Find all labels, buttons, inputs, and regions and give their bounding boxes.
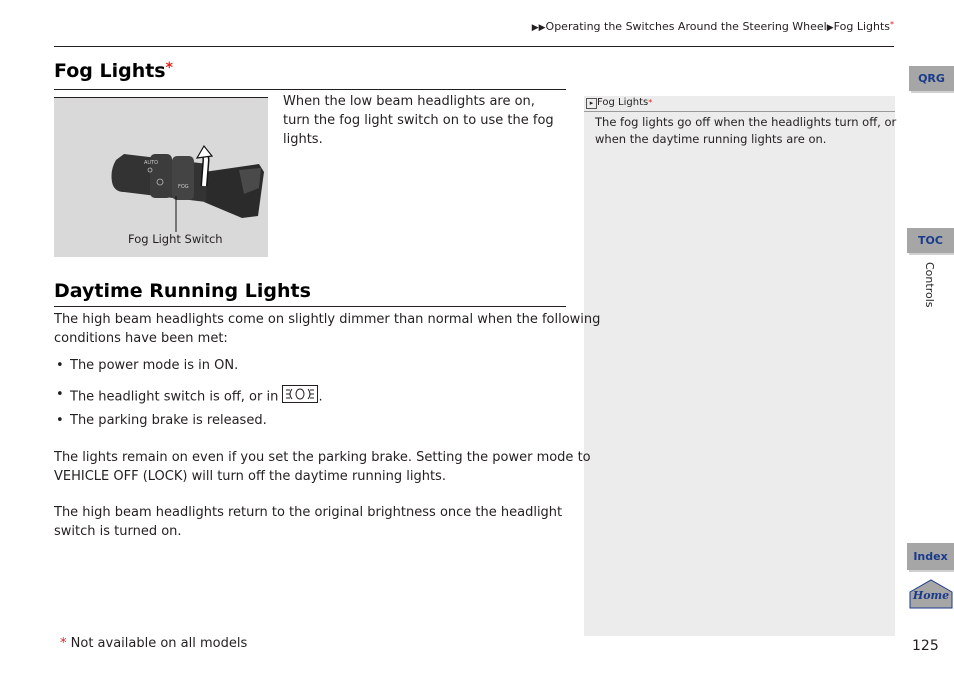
note-line-2: when the daytime running lights are on.: [595, 132, 827, 146]
section-label: Controls: [923, 262, 936, 308]
top-divider: [54, 46, 894, 47]
drl-heading-rule: [54, 306, 566, 307]
drl-intro-line-1: The high beam headlights come on slightly dimmer than normal when the following: [54, 312, 601, 327]
fog-lights-body: When the low beam headlights are on, turn the fog light switch on to use the fog lights.: [283, 94, 554, 147]
footnote: * Not available on all models: [60, 636, 248, 651]
breadcrumb-part2[interactable]: Fog Lights: [833, 20, 890, 33]
page-number: 125: [912, 638, 939, 654]
double-arrow-icon: ▶▶: [531, 23, 546, 33]
svg-text:AUTO: AUTO: [144, 160, 159, 166]
note-title: Fog Lights: [597, 97, 649, 108]
notes-sidebar: [584, 96, 895, 636]
figure-caption: Fog Light Switch: [128, 232, 223, 246]
fog-lights-heading: Fog Lights*: [54, 60, 173, 82]
bullet-item: The headlight switch is off, or in .: [70, 385, 323, 409]
note-line-1: The fog lights go off when the headlights turn off, or: [595, 115, 897, 129]
qrg-tab[interactable]: QRG: [909, 66, 954, 91]
home-button[interactable]: [907, 579, 954, 609]
bullet-symbol: •: [56, 387, 64, 402]
breadcrumb-part1[interactable]: Operating the Switches Around the Steering Wheel: [545, 20, 827, 33]
breadcrumb: [532, 20, 894, 33]
drl-heading: Daytime Running Lights: [54, 280, 311, 302]
bullet-symbol: •: [56, 413, 64, 428]
fog-heading-rule: [54, 89, 566, 90]
arrow-icon: ▶: [826, 23, 834, 33]
drl-para2-line-1: The lights remain on even if you set the parking brake. Setting the power mode to: [54, 450, 591, 465]
note-header: ▸ Fog Lights*: [584, 96, 895, 112]
toc-tab[interactable]: TOC: [907, 228, 954, 253]
breadcrumb-asterisk: *: [890, 20, 894, 29]
parking-lights-icon: [282, 385, 318, 409]
drl-para3-line-2: switch is turned on.: [54, 524, 182, 539]
bullet-item: The power mode is in ON.: [70, 358, 239, 373]
fog-light-switch-figure: [54, 97, 268, 257]
bullet-item: The parking brake is released.: [70, 413, 267, 428]
drl-intro-line-2: conditions have been met:: [54, 331, 228, 346]
note-reference-icon: ▸: [586, 98, 597, 109]
svg-text:FOG: FOG: [178, 184, 189, 190]
index-tab[interactable]: Index: [907, 543, 954, 570]
home-label: Home: [912, 589, 950, 602]
drl-para2-line-2: VEHICLE OFF (LOCK) will turn off the daytime running lights.: [54, 469, 446, 484]
drl-para3-line-1: The high beam headlights return to the original brightness once the headlight: [54, 505, 563, 520]
bullet-symbol: •: [56, 358, 64, 373]
